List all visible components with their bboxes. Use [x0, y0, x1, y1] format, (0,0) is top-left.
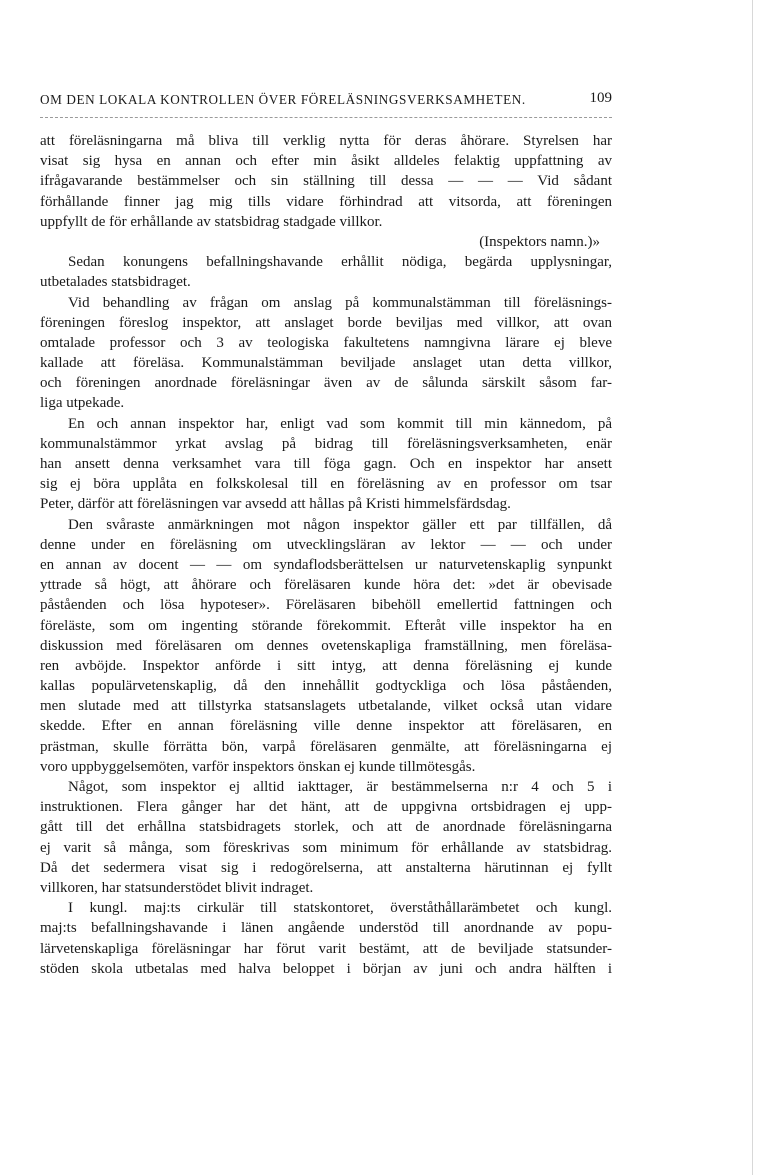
text-line: föreläste, som om ingenting störande förekommit. Efteråt ville inspektor ha en	[40, 617, 612, 634]
text-line: diskussion med föreläsaren om dennes ovetenskapliga framställning, men föreläsa-	[40, 637, 612, 654]
text-line: Sedan konungens befallningshavande erhållit nödiga, begärda upplysningar,	[68, 254, 612, 271]
text-line: ifrågavarande bestämmelser och sin ställning till dessa — — — Vid sådant	[40, 173, 612, 190]
text-line: En och annan inspektor har, enligt vad som kommit till min kännedom, på	[68, 415, 612, 432]
running-header	[40, 92, 612, 112]
text-line: men slutade med att tillstyrka statsanslagets utbetalande, vilket också utan vidare	[40, 698, 612, 715]
page-number: 109	[589, 90, 612, 106]
text-line: ej varit så många, som föreskrivas som minimum för erhållande av statsbidrag.	[40, 839, 612, 856]
text-line: kommunalstämmor yrkat avslag på bidrag till föreläsningsverksamheten, enär	[40, 435, 612, 452]
text-line: påståenden och lösa hypoteser». Föreläsaren bibehöll emellertid fattningen och	[40, 597, 612, 614]
text-line: yttrade så högt, att åhörare och föreläsaren kunde höra det: »det är obevisade	[40, 577, 612, 594]
running-title: OM DEN LOKALA KONTROLLEN ÖVER FÖRELÄSNINGSVERKSAMHETEN.	[40, 92, 526, 107]
text-line: han ansett denna verksamhet vara till föga gagn. Och en inspektor har ansett	[40, 456, 612, 472]
text-line: utbetalades statsbidraget.	[40, 274, 191, 291]
text-line: sig ej böra upplåta en folkskolesal till en föreläsning av en professor om tsar	[40, 476, 612, 493]
paragraph	[40, 414, 612, 515]
body-text	[40, 131, 612, 979]
text-line: maj:ts befallningshavande i länen angående understöd till anordnande av popu-	[40, 920, 612, 937]
paragraph	[40, 252, 612, 292]
text-line: prästman, skulle förrätta bön, varpå föreläsaren genmälte, att föreläsningarna ej	[40, 738, 612, 755]
text-line: och föreningen anordnade föreläsningar även av de sålunda särskilt såsom far-	[40, 375, 612, 392]
text-line: liga utpekade.	[40, 395, 125, 412]
text-line: en annan av docent — — om syndaflodsberättelsen ur naturvetenskaplig synpunkt	[40, 556, 612, 573]
text-line: Den svåraste anmärkningen mot någon inspektor gäller ett par tillfällen, då	[68, 516, 612, 533]
paragraph	[40, 131, 612, 232]
paragraph	[40, 777, 612, 898]
text-line: lärvetenskapliga föreläsningar har förut varit bestämt, att de beviljade statsunder-	[40, 940, 612, 957]
text-line: instruktionen. Flera gånger har det hänt, att de uppgivna ortsbidragen ej upp-	[40, 799, 612, 816]
text-line: förhållande finner jag mig tills vidare förhindrad att vitsorda, att föreningen	[40, 193, 612, 210]
paragraph	[40, 293, 612, 414]
text-line: skedde. Efter en annan föreläsning ville denne inspektor att föreläsaren, en	[40, 718, 612, 735]
paragraph	[40, 898, 612, 979]
text-line: Peter, därför att föreläsningen var avsedd att hållas på Kristi himmelsfärdsdag.	[40, 496, 511, 513]
text-line: Då det sedermera visat sig i redogörelserna, att anstalterna härutinnan ej fyllt	[40, 859, 612, 876]
text-line: Något, som inspektor ej alltid iakttager, är bestämmelserna n:r 4 och 5 i	[68, 779, 612, 795]
text-line: I kungl. maj:ts cirkulär till statskontoret, överståthållarämbetet och kungl.	[68, 900, 612, 917]
text-line: omtalade professor och 3 av teologiska fakultetens namngivna lärare ej bleve	[40, 334, 612, 351]
text-line: villkoren, har statsunderstödet blivit indraget.	[40, 879, 314, 896]
text-line: visat sig hysa en annan och efter min åsikt alldeles felaktig uppfattning av	[40, 153, 612, 170]
text-line: Vid behandling av frågan om anslag på kommunalstämman till föreläsnings-	[68, 294, 612, 311]
text-line: denne under en föreläsning om utvecklingsläran av lektor — — och under	[40, 536, 612, 553]
text-line: föreningen föreslog inspektor, att anslaget borde beviljas med villkor, att ovan	[40, 314, 612, 331]
text-line: att föreläsningarna må bliva till verklig nytta för deras åhörare. Styrelsen har	[40, 133, 612, 149]
text-line: kallade att föreläsa. Kommunalstämman beviljade anslaget utan detta villkor,	[40, 355, 612, 372]
text-line: stöden skola utbetalas med halva beloppet i början av juni och andra hälften i	[40, 960, 612, 977]
header-rule	[40, 117, 612, 118]
page-edge-line	[752, 0, 753, 1175]
text-line: voro uppbyggelsemöten, varför inspektors önskan ej kunde tillmötesgås.	[40, 758, 476, 775]
text-line: gått till det erhållna statsbidragets storlek, och att de anordnade föreläsningarna	[40, 819, 612, 836]
text-line: uppfyllt de för erhållande av statsbidrag stadgade villkor.	[40, 213, 383, 230]
paragraph	[40, 515, 612, 777]
text-line: ren avböjde. Inspektor anförde i sitt intyg, att denna föreläsning ej kunde	[40, 657, 612, 674]
text-line: (Inspektors namn.)»	[479, 233, 600, 250]
text-line: kallas populärvetenskaplig, då den innehållit godtyckliga och lösa påståenden,	[40, 678, 612, 695]
signature	[40, 232, 612, 252]
